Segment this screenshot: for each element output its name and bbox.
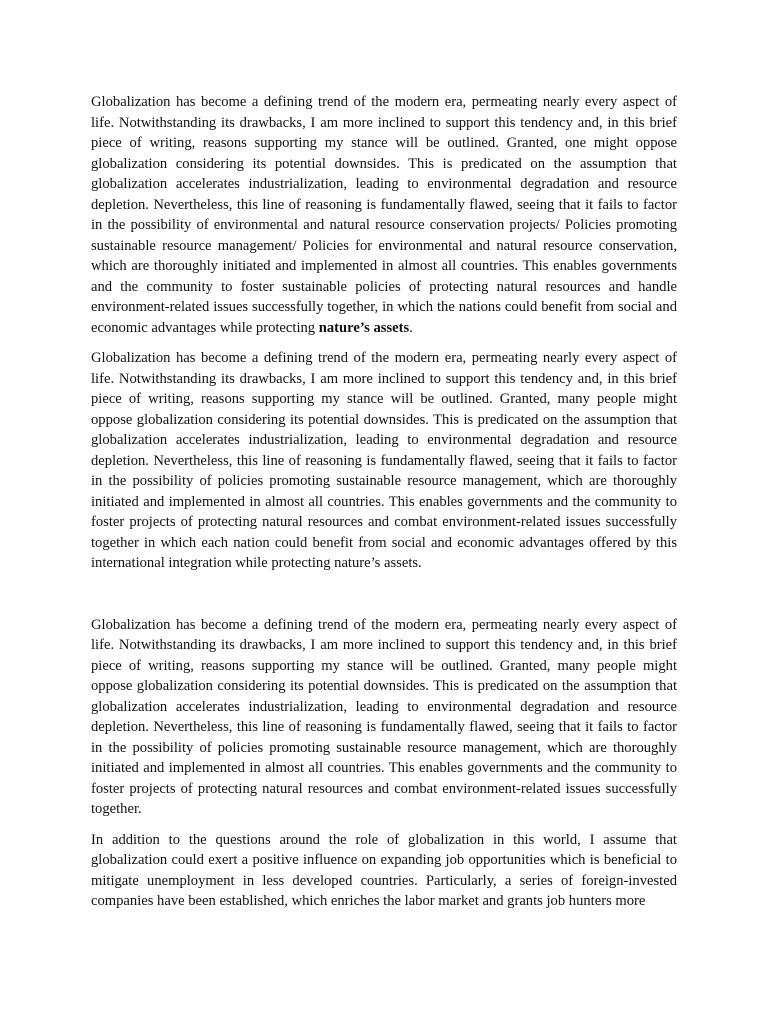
paragraph-4: In addition to the questions around the role of globalization in this world, I assume that globalization could exert a positive influence on expanding job opportunities which is beneficial to mitigate unemployment in less developed countries. Particularly, a series of foreign-invested companies have been established, which enriches the labor market and grants job hunters more xyxy=(91,831,677,909)
paragraph-1-period: . xyxy=(409,319,413,336)
document-page xyxy=(91,92,677,922)
paragraph-3: Globalization has become a defining trend of the modern era, permeating nearly every aspect of life. Notwithstanding its drawbacks, I am more inclined to support this tendency and, in this brief piece of writing, reasons supporting my stance will be outlined. Granted, many people might oppose globalization considering its potential downsides. This is predicated on the assumption that globalization accelerates industrialization, leading to environmental degradation and resource depletion. Nevertheless, this line of reasoning is fundamentally flawed, seeing that it fails to factor in the possibility of policies promoting sustainable resource management, which are thoroughly initiated and implemented in almost all countries. This enables governments and the community to foster projects of protecting natural resources and combat environment-related issues successfully together. xyxy=(91,616,677,817)
paragraph-2: Globalization has become a defining trend of the modern era, permeating nearly every aspect of life. Notwithstanding its drawbacks, I am more inclined to support this tendency and, in this brief piece of writing, reasons supporting my stance will be outlined. Granted, many people might oppose globalization considering its potential downsides. This is predicated on the assumption that globalization accelerates industrialization, leading to environmental degradation and resource depletion. Nevertheless, this line of reasoning is fundamentally flawed, seeing that it fails to factor in the possibility of policies promoting sustainable resource management, which are thoroughly initiated and implemented in almost all countries. This enables governments and the community to foster projects of protecting natural resources and combat environment-related issues successfully together in which each nation could benefit from social and economic advantages offered by this international integration while protecting nature’s assets. xyxy=(91,350,677,571)
paragraph-1 xyxy=(91,92,677,338)
paragraph-1-text: Globalization has become a defining trend of the modern era, permeating nearly every aspect of life. Notwithstanding its drawbacks, I am more inclined to support this tendency and, in this brief piece of writing, reasons supporting my stance will be outlined. Granted, one might oppose globalization considering its potential downsides. This is predicated on the assumption that globalization accelerates industrialization, leading to environmental degradation and resource depletion. Nevertheless, this line of reasoning is fundamentally flawed, seeing that it fails to factor in the possibility of environmental and natural resource conservation projects/ Policies promoting sustainable resource management/ Policies for environmental and natural resource conservation, which are thoroughly initiated and implemented in almost all countries. This enables governments and the community to foster sustainable policies of protecting natural resources and handle environment-related issues successfully together, in which the nations could benefit from social and economic advantages while protecting xyxy=(91,94,677,336)
paragraph-1-bold-phrase: nature’s assets xyxy=(318,319,410,336)
